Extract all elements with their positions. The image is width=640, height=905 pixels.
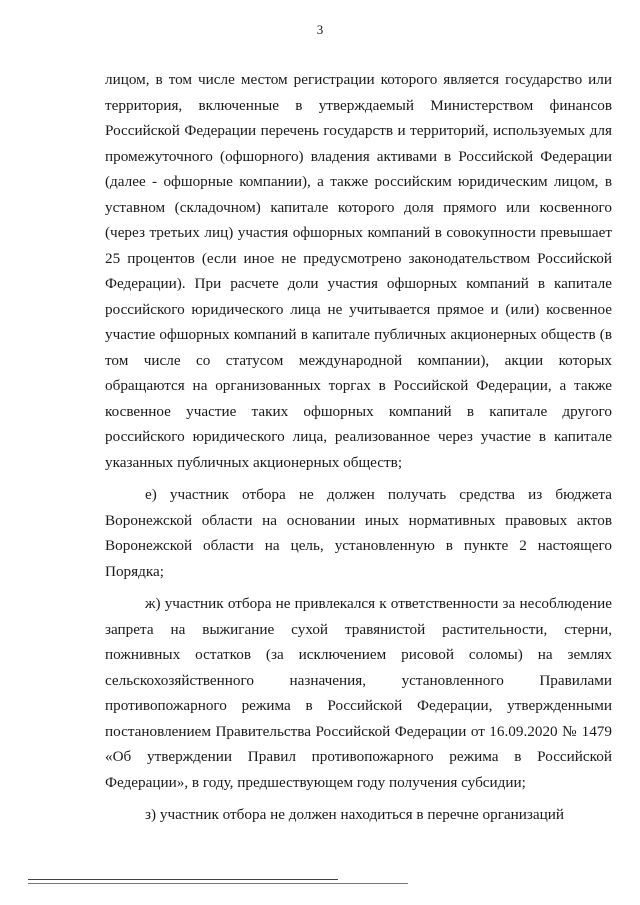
document-body: [105, 67, 612, 835]
footer-rule: [28, 879, 338, 880]
paragraph-e: е) участник отбора не должен получать средства из бюджета Воронежской области на основании иных нормативных правовых актов Воронежской области на цель, установленную в пункте 2 настоящего Порядка;: [105, 486, 612, 580]
page-number: 3: [316, 22, 324, 37]
paragraph-zh: ж) участник отбора не привлекался к ответственности за несоблюдение запрета на выжигание сухой травянистой растительности, стерни, пожнивных остатков (за исключением рисовой соломы) на землях сельскохозяйственного назначения, установленного Правилами противопожарного режима в Российской Федерации, утвержденными постановлением Правительства Российской Федерации от 16.09.2020 № 1479 «Об утверждении Правил противопожарного режима в Российской Федерации», в году, предшествующем году получения субсидии;: [105, 595, 612, 791]
paragraph-offshore: лицом, в том числе местом регистрации которого является государство или территория, включенные в утверждаемый Министерством финансов Российской Федерации перечень государств и территорий, используемых для промежуточного (офшорного) владения активами в Российской Федерации (далее - офшорные компании), а также российским юридическим лицом, в уставном (складочном) капитале которого доля прямого или косвенного (через третьих лиц) участия офшорных компаний в совокупности превышает 25 процентов (если иное не предусмотрено законодательством Российской Федерации). При расчете доли участия офшорных компаний в капитале российского юридического лица не учитывается прямое и (или) косвенное участие офшорных компаний в капитале публичных акционерных обществ (в том числе со статусом международной компании), акции которых обращаются на организованных торгах в Российской Федерации, а также косвенное участие таких офшорных компаний в капитале другого российского юридического лица, реализованное через участие в капитале указанных публичных акционерных обществ;: [105, 71, 612, 471]
footer-rule-secondary: [28, 883, 408, 884]
paragraph-z: з) участник отбора не должен находиться в перечне организаций: [145, 806, 565, 823]
